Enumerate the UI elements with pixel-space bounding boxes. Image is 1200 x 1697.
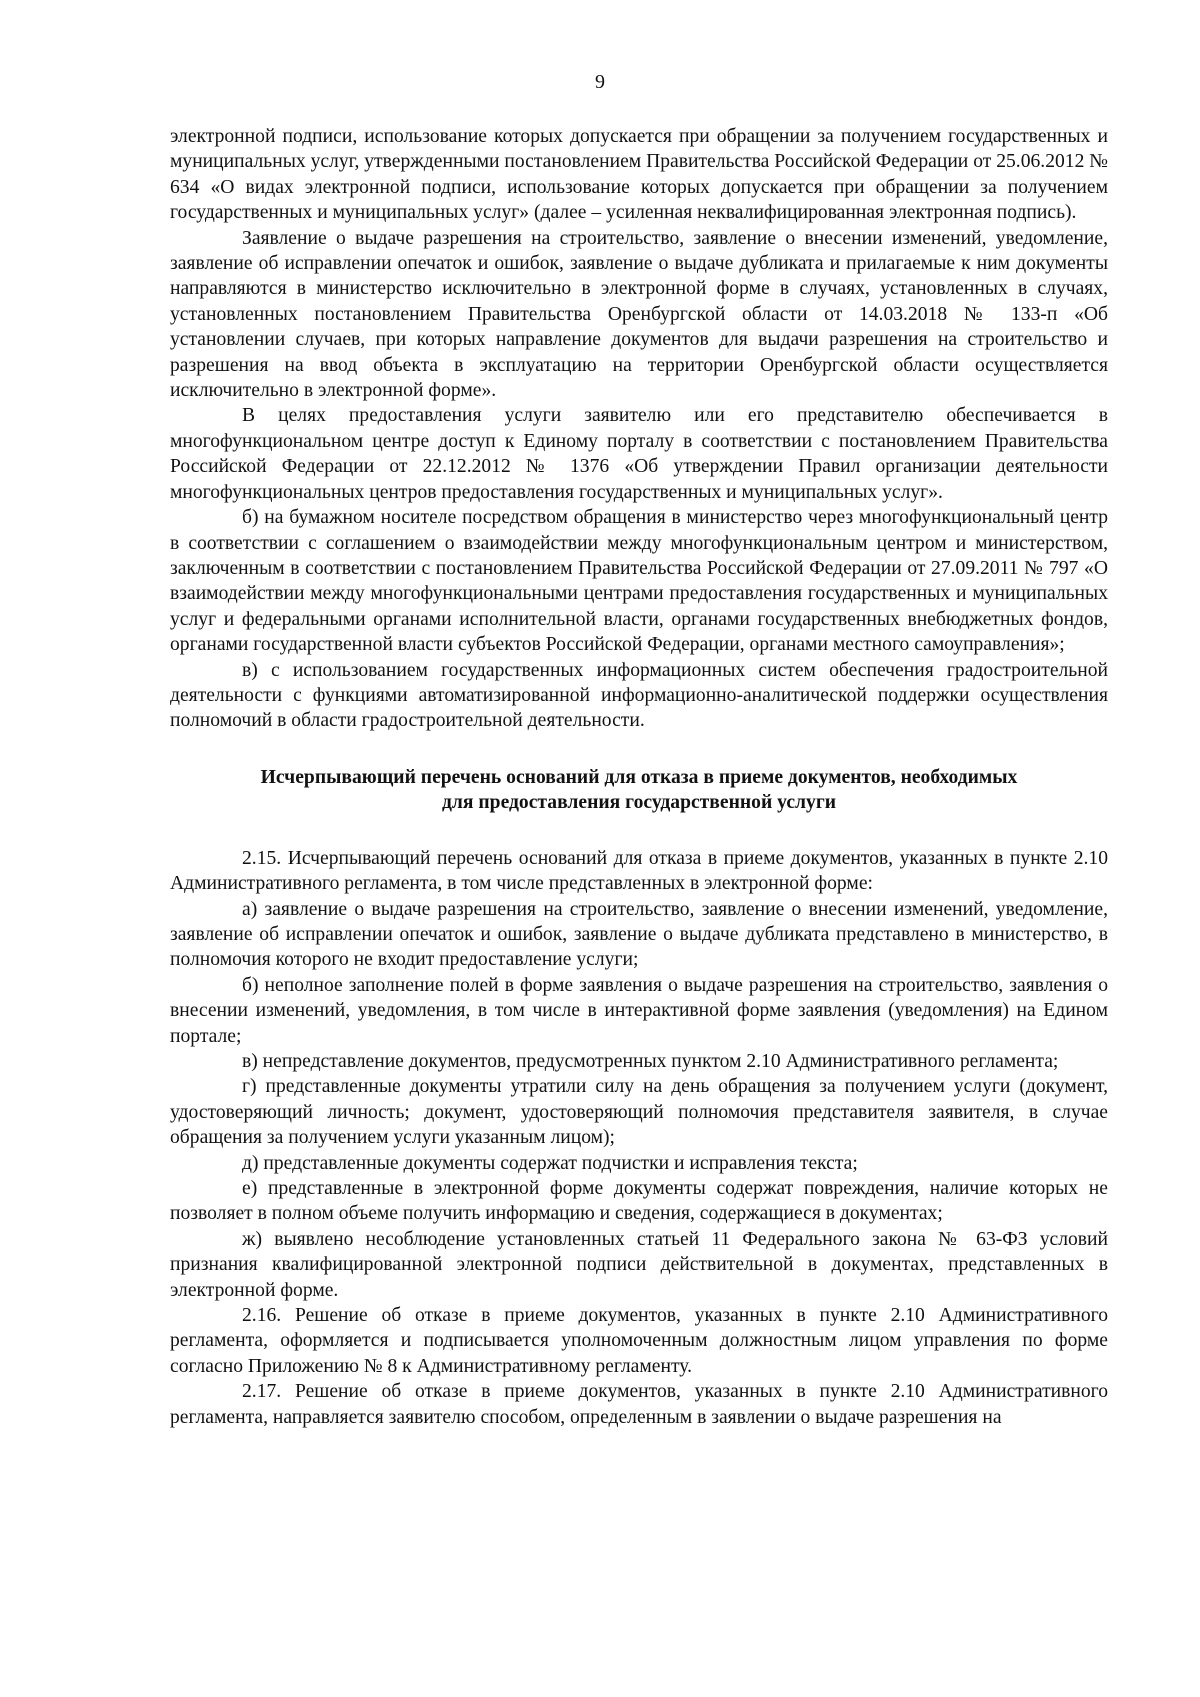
paragraph-signature-continuation: электронной подписи, использование которых допускается при обращении за получением государственных и муниципальных услуг, утвержденными постановлением Правительства Российской Федерации от 25.06.2012 № 634 «О видах электронной подписи, использование которых допускается при обращении за получением государственных и муниципальных услуг» (далее – усиленная неквалифицированная электронная подпись).	[170, 126, 1108, 224]
section-heading-line-1: Исчерпывающий перечень оснований для отказа в приеме документов, необходимых	[260, 766, 1018, 788]
section-heading	[170, 765, 1108, 815]
paragraph-2-17: 2.17. Решение об отказе в приеме документов, указанных в пункте 2.10 Административного регламента, направляется заявителю способом, определенным в заявлении о выдаче разрешения на	[170, 1381, 1108, 1428]
list-item-a: а) заявление о выдаче разрешения на строительство, заявление о внесении изменений, уведомление, заявление об исправлении опечаток и ошибок, заявление о выдаче дубликата представлено в министерство, в полномочия которого не входит предоставление услуги;	[170, 898, 1108, 971]
list-item-b: б) неполное заполнение полей в форме заявления о выдаче разрешения на строительство, заявления о внесении изменений, уведомления, в том числе в интерактивной форме заявления (уведомления) на Едином портале;	[170, 974, 1108, 1047]
list-item-zh: ж) выявлено несоблюдение установленных статьей 11 Федерального закона № 63-ФЗ условий признания квалифицированной электронной подписи действительной в документах, представленных в электронной форме.	[170, 1228, 1108, 1301]
page-number: 9	[595, 71, 605, 93]
paragraph-electronic-submission: Заявление о выдаче разрешения на строительство, заявление о внесении изменений, уведомление, заявление об исправлении опечаток и ошибок, заявление о выдаче дубликата и прилагаемые к ним документы направляются в министерство исключительно в электронной форме в случаях, установленных в случаях, установленных постановлением Правительства Оренбургской области от 14.03.2018 № 133-п «Об установлении случаев, при которых направление документов для выдачи разрешения на строительство и разрешения на ввод объекта в эксплуатацию на территории Оренбургской области осуществляется исключительно в электронной форме».	[170, 227, 1108, 402]
list-item-g: г) представленные документы утратили силу на день обращения за получением услуги (документ, удостоверяющий личность; документ, удостоверяющий полномочия представителя заявителя, в случае обращения за получением услуги указанным лицом);	[170, 1076, 1108, 1149]
paragraph-2-15: 2.15. Исчерпывающий перечень оснований для отказа в приеме документов, указанных в пункте 2.10 Административного регламента, в том числе представленных в электронной форме:	[170, 847, 1108, 895]
list-item-d: д) представленные документы содержат подчистки и исправления текста;	[242, 1152, 858, 1174]
paragraph-paper-submission: б) на бумажном носителе посредством обращения в министерство через многофункциональный центр в соответствии с соглашением о взаимодействии между многофункциональным центром и министерством, заключенным в соответствии с постановлением Правительства Российской Федерации от 27.09.2011 № 797 «О взаимодействии между многофункциональными центрами предоставления государственных и муниципальных услуг и федеральными органами исполнительной власти, органами государственных внебюджетных фондов, органами государственной власти субъектов Российской Федерации, органами местного самоуправления»;	[170, 507, 1108, 656]
list-item-e: е) представленные в электронной форме документы содержат повреждения, наличие которых не позволяет в полном объеме получить информацию и сведения, содержащиеся в документах;	[170, 1178, 1108, 1225]
section-heading-line-2: для предоставления государственной услуги	[441, 791, 837, 813]
paragraph-2-16: 2.16. Решение об отказе в приеме документов, указанных в пункте 2.10 Административного регламента, оформляется и подписывается уполномоченным должностным лицом управления по форме согласно Приложению № 8 к Административному регламенту.	[170, 1305, 1108, 1377]
paragraph-info-systems: в) с использованием государственных информационных систем обеспечения градостроительной деятельности с функциями автоматизированной информационно-аналитической поддержки осуществления полномочий в области градостроительной деятельности.	[170, 659, 1108, 732]
page-body	[170, 124, 1108, 1430]
list-item-v: в) непредставление документов, предусмотренных пунктом 2.10 Административного регламента;	[242, 1051, 1059, 1072]
paragraph-mfc-portal-access: В целях предоставления услуги заявителю или его представителю обеспечивается в многофункциональном центре доступ к Единому порталу в соответствии с постановлением Правительства Российской Федерации от 22.12.2012 № 1376 «Об утверждении Правил организации деятельности многофункциональных центров предоставления государственных и муниципальных услуг».	[170, 405, 1108, 503]
